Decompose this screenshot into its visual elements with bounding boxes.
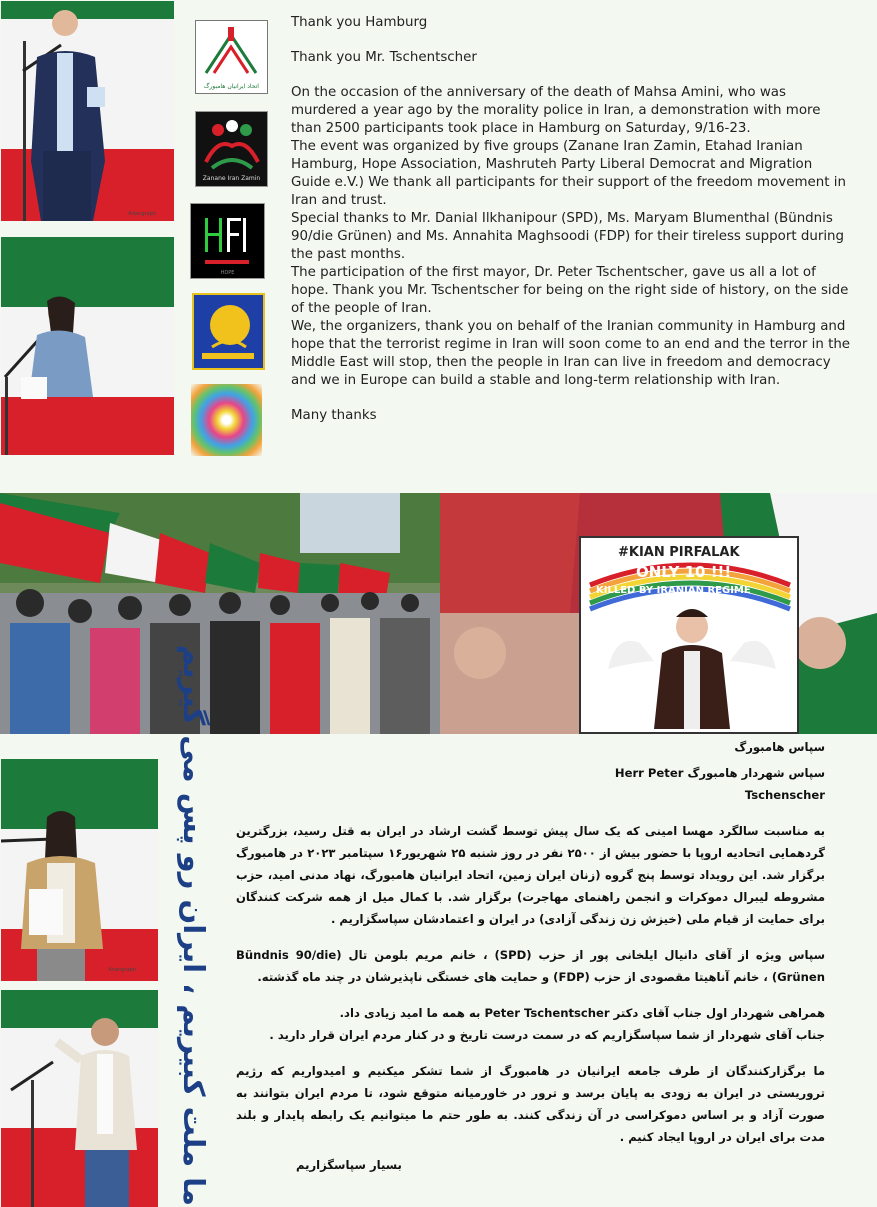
english-thanks-mayor: Thank you Mr. Tschentscher [291,50,477,65]
english-letter [291,14,851,425]
logo-caption: اتحاد ایرانیان هامبورگ [204,83,259,90]
logo-etehad-iranian-hamburg [195,20,268,94]
persian-thanks-mayor [540,762,825,806]
persian-paragraph: سپاس ویژه از آقای دانیال ایلخانی پور از حزب (SPD) ، خانم مریم بلومن تال (Bündnis 90/die Grünen) ، خانم آناهیتا مقصودی از حزب (FDP) و حمایت های خستگی ناپذیرشان در چند ماه گذشته. [236,948,825,984]
persian-paragraph: به مناسبت سالگرد مهسا امینی که یک سال پیش توسط گشت ارشاد در ایران به قتل رسید، بزرگترین گردهمایی اتحادیه اروپا با حضور بیش از ۲۵۰۰ نفر در روز شنبه ۲۵ شهریور۱۶ سپتامبر ۲۰۲۳ در هامبورگ برگزار شد. این رویداد توسط پنج گروه (زنان ایران زمین، اتحاد ایرانیان هامبورگ، نهاد مدنی امید، حزب مشروطه لیبرال دموکرات و انجمن راهنمای مهاجرت) برگزار شد. با کمال میل از همه شرکت کنندگان برای حمایت از قیام ملی (خیزش زن زندگی آزادی) در ایران و اعتمادشان سپاسگزاریم . [236,824,825,926]
poster-killed-by: KILLED BY IRANIAN REGIME [596,585,751,596]
photo-kian-pirfalak-poster [440,493,877,734]
logo-mashruteh-party [192,293,265,370]
photo-watermark: Ariangraph [108,967,136,973]
logo-hope-association [190,203,265,279]
photo-watermark: Ariangraph [128,211,156,217]
english-paragraph: The event was organized by five groups (Zanane Iran Zamin, Etahad Iranian Hamburg, Hope Association, Mashruteh Party Liberal Democrat and Migration Guide e.V.) We thank all participants for their support of the freedom movement in Iran and trust. [291,139,846,208]
english-paragraph: Special thanks to Mr. Danial Ilkhanipour (SPD), Ms. Maryam Blumenthal (Bündnis 90/die Grünen) and Ms. Annahita Maghsoodi (FDP) for their tireless support during the past months. [291,211,845,262]
persian-closing: بسیار سپاسگزاریم [296,1158,402,1172]
persian-thanks-hamburg: سپاس هامبورگ [734,740,825,754]
persian-paragraph: همراهی شهردار اول جناب آقای دکتر Peter Tschentscher به همه ما امید زیادی داد. [339,1006,825,1020]
english-paragraph: We, the organizers, thank you on behalf of the Iranian community in Hamburg and hope that the terrorist regime in Iran will soon come to an end and the terror in the Middle East will stop, then the people in Iran can live in freedom and democracy and we in Europe can build a stable and long-term relationship with Iran. [291,319,851,388]
persian-paragraph: ما برگزارکنندگان از طرف جامعه ایرانیان در هامبورگ از شما تشکر میکنیم و امیدواریم که رژیم تروریستی در ایران به زودی به پایان برسد و ترور در خاورمیانه متوقع شود، تا مردم ایران بتوانند به صورت آزاد و بر اساس دموکراسی در آن زندگی کنند. به طور حتم ما میتوانیم یک رابطه پایدار و بلند مدت برای ایران در اروپا ایجاد کنیم . [236,1064,825,1144]
photo-man-speaking [1,990,158,1207]
english-paragraph: The participation of the first mayor, Dr. Peter Tschentscher, gave us all a lot of hope. Thank you Mr. Tschentscher for being on the right side of history, on the side of the people of Iran. [291,265,849,316]
vertical-slogan [172,644,228,1206]
english-greeting: Thank you Hamburg [291,15,428,30]
persian-letter [236,820,825,1176]
poster-hashtag: #KIAN PIRFALAK [618,545,740,560]
logo-caption: HDPE [220,270,235,276]
logo-colorful-splash [191,384,262,456]
english-closing: Many thanks [291,408,377,423]
slogan-text: ما ملت کبیریم ، ایران رو پس می گیریم [177,644,211,1206]
poster-age: ONLY 10 !!! [636,563,732,581]
logo-caption: Zanane Iran Zamin [202,175,261,182]
photo-mayor-speaking [1,1,174,221]
photo-woman-with-microphone [1,759,158,981]
photo-woman-speaking [1,237,174,455]
logo-zanane-iran-zamin [195,111,268,187]
persian-thanks-mayor-text: سپاس شهردار هامبورگ Herr Peter Tschenscher [614,766,825,802]
persian-paragraph: جناب آقای شهردار از شما سپاسگزاریم که در سمت درست تاریخ و در کنار مردم ایران قرار دارید . [269,1028,825,1042]
photo-crowd-demonstration [0,493,440,734]
english-paragraph: On the occasion of the anniversary of the death of Mahsa Amini, who was murdered a year ago by the morality police in Iran, a demonstration with more than 2500 participants took place in Hamburg on Saturday, 9/16-23. [291,85,821,136]
